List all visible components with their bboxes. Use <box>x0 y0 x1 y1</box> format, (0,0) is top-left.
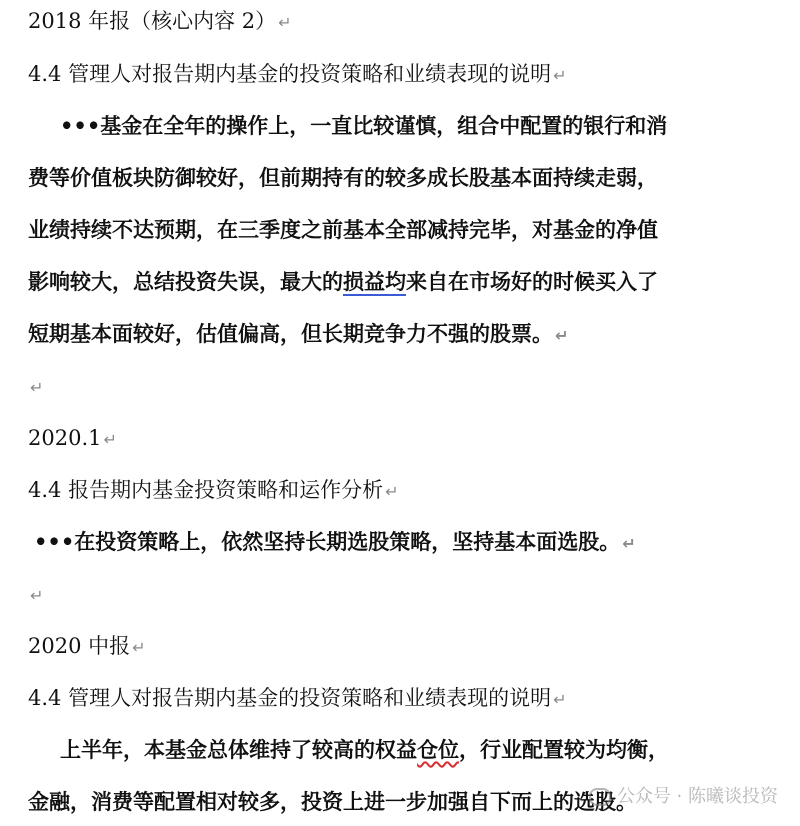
paragraph-mark: ↵ <box>555 326 569 345</box>
underlined-term: 损益均 <box>343 269 406 294</box>
paragraph-mark: ↵ <box>553 690 567 709</box>
paragraph-mark: ↵ <box>30 586 44 605</box>
section-4-4-strategy-title: 4.4 报告期内基金投资策略和运作分析 ↵ <box>28 478 399 502</box>
para-2018-line-5: 短期基本面较好，估值偏高，但长期竞争力不强的股票。 ↵ <box>28 321 569 346</box>
paragraph-mark: ↵ <box>385 482 399 501</box>
para-2018-line-2: 费等价值板块防御较好，但前期持有的较多成长股基本面持续走弱， <box>28 165 658 190</box>
watermark: 公众号 · 陈曦谈投资 <box>589 782 778 808</box>
empty-paragraph <box>28 579 43 611</box>
paragraph-mark: ↵ <box>30 378 44 397</box>
paragraph-mark: ↵ <box>622 534 636 553</box>
spellcheck-underlined-term: 仓位 <box>417 737 459 762</box>
section-4-4-title-2020: 4.4 管理人对报告期内基金的投资策略和业绩表现的说明 ↵ <box>28 686 567 710</box>
heading-2020-interim: 2020 中报 ↵ <box>28 634 146 658</box>
para-2018-line-4: 影响较大，总结投资失误，最大的损益均来自在市场好的时候买入了 <box>28 269 658 294</box>
heading-2020-q1: 2020.1 ↵ <box>28 426 117 450</box>
paragraph-mark: ↵ <box>278 13 292 32</box>
paragraph-mark: ↵ <box>132 638 146 657</box>
para-2020-interim-line-1: 上半年，本基金总体维持了较高的权益仓位，行业配置较为均衡， <box>60 737 669 762</box>
paragraph-mark: ↵ <box>553 66 567 85</box>
empty-paragraph <box>28 371 43 403</box>
para-2020-q1: •••在投资策略上，依然坚持长期选股策略，坚持基本面选股。 ↵ <box>34 529 636 554</box>
heading-2018-annual-report: 2018 年报（核心内容 2） ↵ <box>28 9 292 33</box>
section-4-4-title: 4.4 管理人对报告期内基金的投资策略和业绩表现的说明 ↵ <box>28 62 567 86</box>
para-2020-interim-line-2: 金融，消费等配置相对较多，投资上进一步加强自下而上的选股。 <box>28 789 637 814</box>
para-2018-line-3: 业绩持续不达预期，在三季度之前基本全部减持完毕，对基金的净值 <box>28 217 658 242</box>
wechat-icon <box>589 788 611 806</box>
paragraph-mark: ↵ <box>103 430 117 449</box>
para-2018-line-1: •••基金在全年的操作上，一直比较谨慎，组合中配置的银行和消 <box>60 113 668 138</box>
